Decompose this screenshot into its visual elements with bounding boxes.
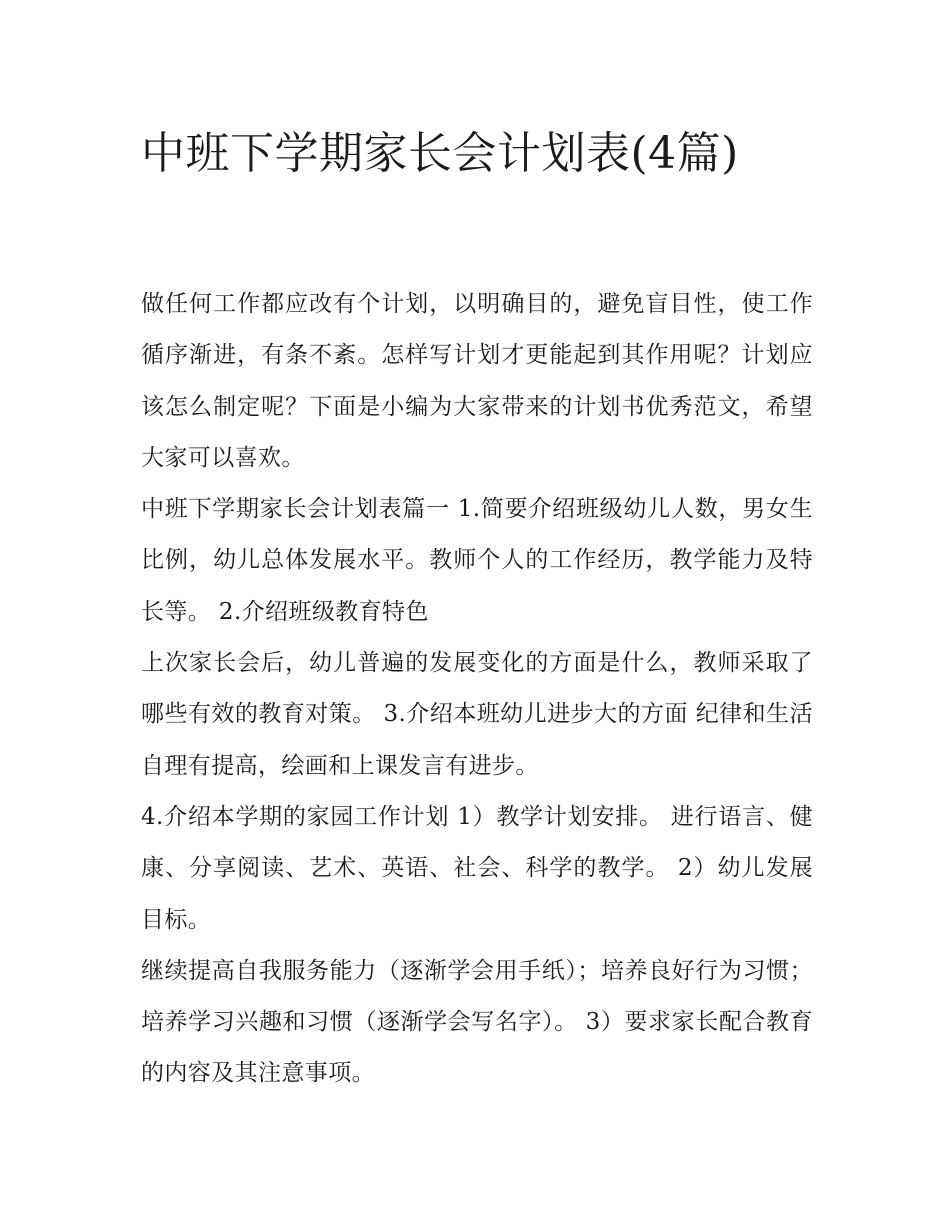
paragraph-section-3: 4.介绍本学期的家园工作计划 1）教学计划安排。 进行语言、健康、分享阅读、艺术、英语、社会、科学的教学。 2）幼儿发展目标。 (141, 803, 813, 933)
document-title: 中班下学期家长会计划表(4篇) (141, 128, 739, 179)
paragraph-section-1: 中班下学期家长会计划表篇一 1.简要介绍班级幼儿人数，男女生比例，幼儿总体发展水平。教师个人的工作经历，教学能力及特长等。 2.介绍班级教育特色 (141, 496, 813, 625)
paragraph-section-4: 继续提高自我服务能力（逐渐学会用手纸）；培养良好行为习惯；培养学习兴趣和习惯（逐渐学会写名字）。 3）要求家长配合教育的内容及其注意事项。 (141, 957, 813, 1087)
paragraph-intro: 做任何工作都应改有个计划，以明确目的，避免盲目性，使工作循序渐进，有条不紊。怎样写计划才更能起到其作用呢？计划应该怎么制定呢？下面是小编为大家带来的计划书优秀范文，希望大家可以喜欢。 (141, 291, 813, 471)
paragraph-section-2: 上次家长会后，幼儿普遍的发展变化的方面是什么，教师采取了哪些有效的教育对策。 3.介绍本班幼儿进步大的方面 纪律和生活自理有提高，绘画和上课发言有进步。 (141, 650, 813, 779)
document-body (141, 279, 813, 1100)
